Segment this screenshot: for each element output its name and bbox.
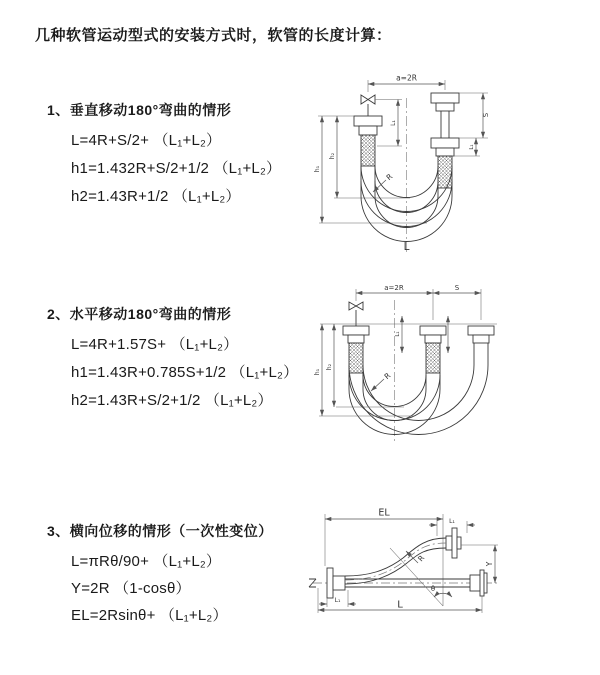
- dim-label-fitting: L₁: [390, 120, 397, 126]
- formula-length: L=πRθ/90+ （L₁+L₂）: [71, 553, 222, 570]
- section-3-formulas: [71, 548, 317, 629]
- section-1: [47, 100, 317, 211]
- lateral-displacement-diagram: [302, 500, 597, 637]
- formula-length: L=4R+S/2+ （L₁+L₂）: [71, 132, 222, 149]
- dim-label-length: L: [397, 599, 403, 611]
- dim-label-width: a=2R: [384, 284, 404, 292]
- radius-label: R: [384, 171, 395, 183]
- dim-label-stroke: S: [454, 284, 460, 292]
- formula-length: L=4R+1.57S+ （L₁+L₂）: [71, 336, 239, 353]
- formula-h1: h1=1.432R+S/2+1/2 （L₁+L₂）: [71, 160, 282, 177]
- vertical-bend-diagram: [310, 66, 600, 258]
- formula-y: Y=2R （1-cosθ）: [71, 580, 191, 597]
- dim-label-y: Y: [485, 561, 494, 567]
- formula-h1: h1=1.43R+0.785S+1/2 （L₁+L₂）: [71, 364, 299, 381]
- formula-el: EL=2Rsinθ+ （L₁+L₂）: [71, 607, 228, 624]
- section-3: [47, 521, 317, 629]
- section-3-heading: 3、横向位移的情形（一次性变位）: [47, 523, 273, 539]
- length-label: L: [403, 241, 410, 253]
- right-hose-fitting: [431, 93, 459, 188]
- section-2-heading: 2、水平移动180°弯曲的情形: [47, 306, 232, 322]
- right-flange: [470, 570, 487, 596]
- dim-label-fitting: L₁: [395, 331, 401, 337]
- section-1-formulas: [71, 127, 317, 211]
- upper-flange: [446, 528, 461, 558]
- dim-label-fitting-bottom: L₁: [334, 597, 341, 604]
- dim-length: [318, 588, 482, 613]
- dim-fitting-bottom: [319, 590, 356, 607]
- radius-callout: [371, 371, 392, 391]
- hose-fittings: [343, 326, 494, 373]
- dim-label-el: EL: [378, 507, 390, 519]
- dim-label-stroke: S: [482, 112, 490, 118]
- valve-icon: [361, 95, 375, 116]
- page-title: 几种软管运动型式的安装方式时，软管的长度计算：: [35, 27, 392, 44]
- dim-label-h2: h₂: [326, 363, 333, 371]
- section-1-heading: 1、垂直移动180°弯曲的情形: [47, 102, 232, 118]
- dim-label-h1: h₁: [314, 165, 321, 173]
- dim-el: [325, 508, 443, 607]
- section-2-formulas: [71, 331, 317, 415]
- hose-u-curves: [349, 343, 488, 435]
- formula-h2: h2=1.43R+1/2 （L₁+L₂）: [71, 188, 241, 205]
- dim-width: [368, 74, 445, 93]
- dim-width-stroke: [356, 284, 481, 320]
- formula-h2: h2=1.43R+S/2+1/2 （L₁+L₂）: [71, 392, 273, 409]
- section-2: [47, 304, 317, 415]
- dim-label-fitting: L₁: [449, 518, 455, 525]
- radius-label: R: [382, 370, 393, 382]
- dim-label-h1: h₁: [314, 368, 321, 376]
- dim-label-fitting-right: L₁: [469, 144, 475, 150]
- horizontal-bend-diagram: [312, 280, 598, 450]
- radius-label: R: [415, 553, 427, 564]
- s-curve-hose: [345, 538, 446, 584]
- dim-label-h2: h₂: [329, 152, 336, 160]
- angle-label: θ: [430, 585, 436, 593]
- left-hose-fitting: [354, 116, 382, 166]
- valve-icon: [349, 302, 363, 326]
- dim-label-width: a=2R: [396, 73, 417, 83]
- left-flange: [327, 568, 345, 598]
